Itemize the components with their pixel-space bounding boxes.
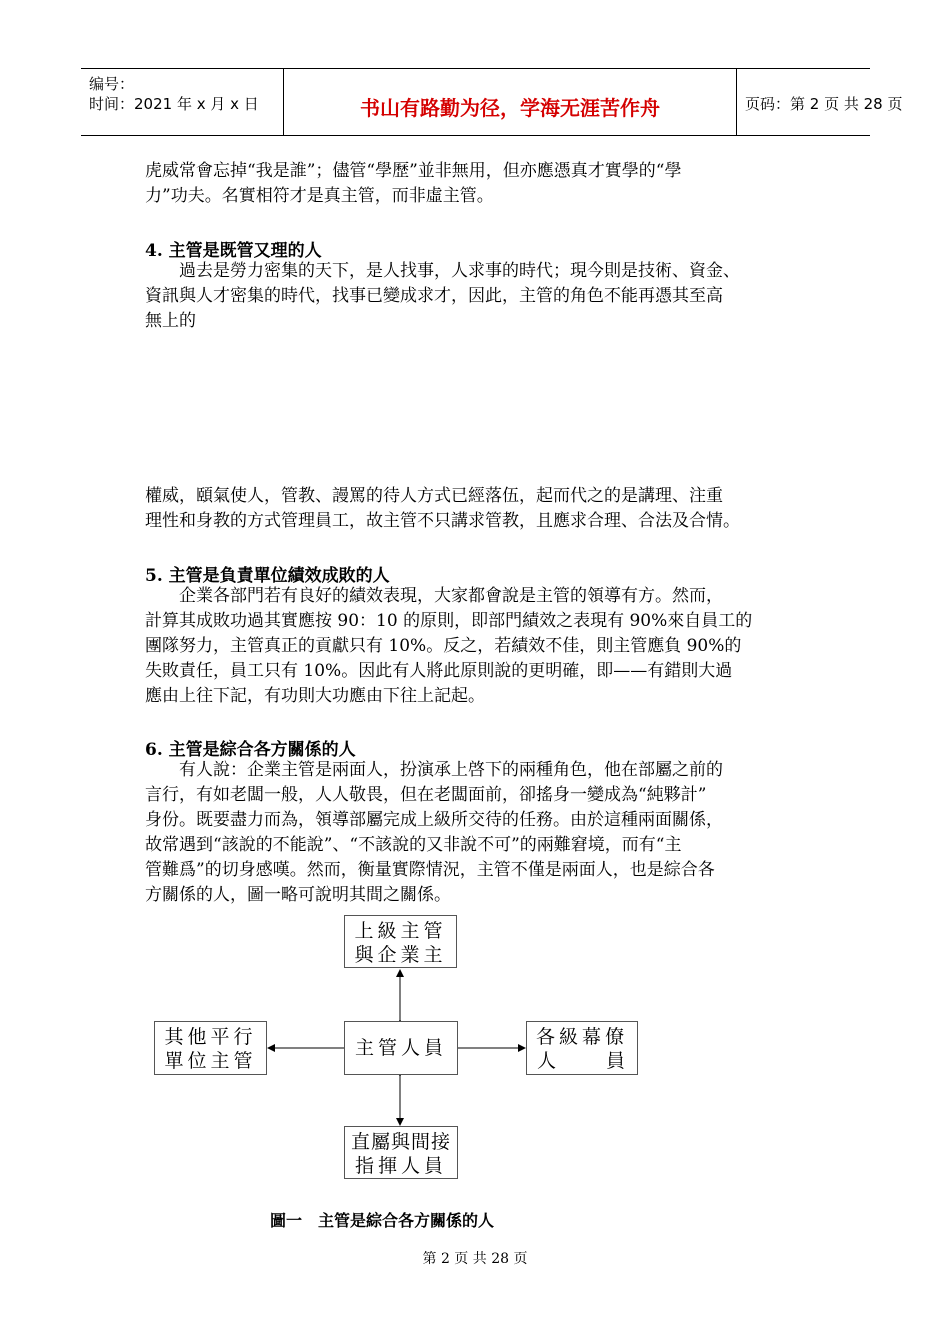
box-line: 其他平行 xyxy=(164,1026,257,1048)
paragraph-line: 管難爲”的切身感嘆。然而，衡量實際情況，主管不僅是兩面人，也是綜合各 xyxy=(145,860,715,880)
box-text: 員 xyxy=(605,1050,629,1072)
paragraph-line: 言行，有如老闆一般，人人敬畏，但在老闆面前，卻搖身一變成為“純夥計” xyxy=(145,785,707,805)
section-heading-5: 5. 主管是負責單位績效成敗的人 xyxy=(145,566,390,586)
paragraph-line: 有人說：企業主管是兩面人，扮演承上啓下的兩種角色，他在部屬之前的 xyxy=(145,760,723,780)
section-heading-4: 4. 主管是既管又理的人 xyxy=(145,241,322,261)
paragraph-line: 身份。既要盡力而為，領導部屬完成上級所交待的任務。由於這種兩面關係， xyxy=(145,810,723,830)
paragraph-line: 企業各部門若有良好的績效表現，大家都會說是主管的領導有方。然而， xyxy=(145,586,723,606)
box-line: 指揮人員 xyxy=(354,1155,447,1177)
box-manager xyxy=(344,1021,458,1075)
box-line: 各級幕僚 xyxy=(535,1026,628,1048)
box-line xyxy=(527,1049,637,1073)
paragraph-line: 計算其成敗功過其實應按 90：10 的原則，即部門績效之表現有 90%來自員工的 xyxy=(145,611,753,631)
box-direct-indirect-reports xyxy=(344,1126,458,1179)
motto-text: 书山有路勤为径，学海无涯苦作舟 xyxy=(360,96,660,120)
paragraph-line: 理性和身教的方式管理員工，故主管不只講求管教，且應求合理、合法及合情。 xyxy=(145,511,740,531)
box-line: 上級主管 xyxy=(354,920,447,942)
figure-caption: 圖一 主管是綜合各方關係的人 xyxy=(270,1211,495,1230)
paragraph-line: 權威，頤氣使人，管教、謾罵的待人方式已經落伍，起而代之的是講理、注重 xyxy=(145,486,723,506)
paragraph-line: 故常遇到“該說的不能說”、“不該說的又非說不可”的兩難窘境，而有“主 xyxy=(145,835,682,855)
box-parallel-unit-heads xyxy=(154,1021,267,1075)
box-line: 單位主管 xyxy=(164,1050,257,1072)
paragraph-line: 資訊與人才密集的時代，找事已變成求才，因此，主管的角色不能再憑其至高 xyxy=(145,286,723,306)
paragraph-line: 團隊努力，主管真正的貢獻只有 10%。反之，若績效不佳，則主管應負 90%的 xyxy=(145,636,742,656)
paragraph-line: 力”功夫。名實相符才是真主管，而非虛主管。 xyxy=(145,186,494,206)
paragraph-line: 失敗責任，員工只有 10%。因此有人將此原則說的更明確，即——有錯則大過 xyxy=(145,661,733,681)
box-staff-advisors xyxy=(526,1021,638,1075)
doc-time-label: 时间：2021 年 x 月 x 日 xyxy=(89,95,259,113)
doc-number-label: 编号： xyxy=(89,75,135,93)
box-text: 人 xyxy=(537,1050,561,1072)
paragraph-line: 方關係的人，圖一略可說明其間之關係。 xyxy=(145,885,451,905)
page-number-label: 页码：第 2 页 共 28 页 xyxy=(745,95,903,113)
box-line: 主管人員 xyxy=(354,1037,447,1059)
box-line: 與企業主 xyxy=(354,944,447,966)
box-line: 直屬與間接 xyxy=(350,1131,451,1153)
paragraph-line: 無上的 xyxy=(145,311,196,331)
paragraph-line: 應由上往下記，有功則大功應由下往上記起。 xyxy=(145,686,485,706)
paragraph-line: 過去是勞力密集的天下，是人找事，人求事的時代；現今則是技術、資金、 xyxy=(145,261,740,281)
box-upper-management xyxy=(344,915,457,968)
section-heading-6: 6. 主管是綜合各方關係的人 xyxy=(145,740,356,760)
paragraph-line: 虎威常會忘掉“我是誰”；儘管“學歷”並非無用，但亦應憑真才實學的“學 xyxy=(145,161,682,181)
page-footer: 第 2 页 共 28 页 xyxy=(422,1251,528,1267)
